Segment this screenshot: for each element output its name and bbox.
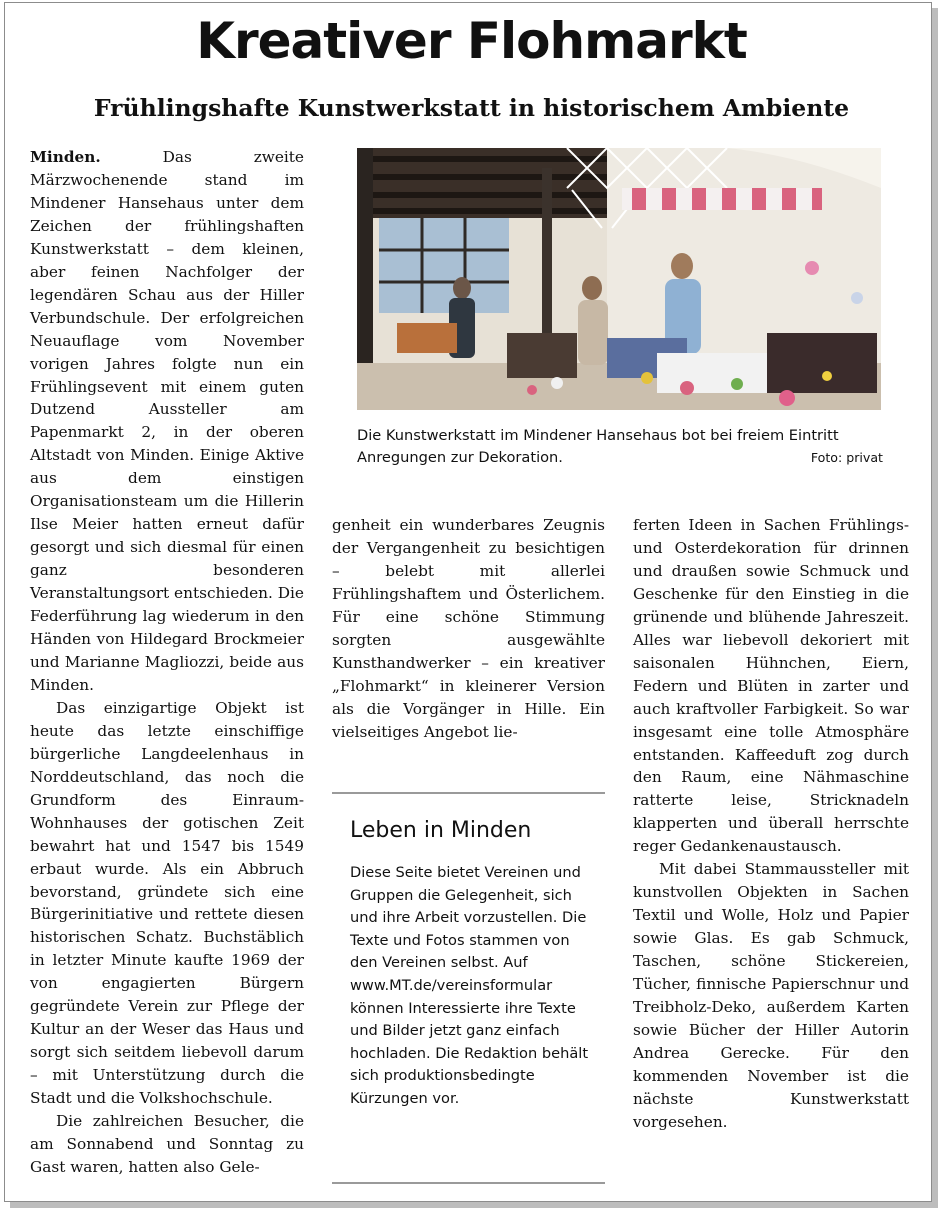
article-paragraph: Die zahlreichen Besucher, die am Sonnabend und Sonntag zu Gast waren, hatten also Gele- <box>30 1112 304 1176</box>
article-paragraph: genheit ein wunderbares Zeugnis der Vergangenheit zu besichtigen – belebt mit allerlei Frühlingshaftem und Österlichem. Für eine schöne Stimmung sorgten ausgewählte Kunsthandwerker – ein kreativer „Flohmarkt“ in kleinerer Version als die Vorgänger in Hille. Ein vielseitiges Angebot lie- <box>332 516 605 741</box>
photo-credit: Foto: privat <box>810 450 883 465</box>
article-column-2 <box>332 514 605 744</box>
article-paragraph: ferten Ideen in Sachen Frühlings- und Osterdekoration für drinnen und draußen sowie Schmuck und Geschenke für den Einstieg in die grünende und blühende Jahreszeit. Alles war liebevoll dekoriert mit saisonalen Hühnchen, Eiern, Federn und Blüten in zarter und auch kraftvoller Farbigkeit. So war insgesamt eine tolle Atmosphäre entstanden. Kaffeeduft zog durch den Raum, eine Nähmaschine ratterte leise, Stricknadeln klapperten und überall herrschte reger Gedankenaustausch. <box>633 516 909 856</box>
info-box <box>332 792 605 1184</box>
article-paragraph: Das einzigartige Objekt ist heute das letzte einschiffige bürgerliche Langdeelenhaus in Norddeutschland, das noch die Grundform des Einraum-Wohnhauses der gotischen Zeit bewahrt hat und 1547 bis 1549 erbaut wurde. Als ein Abbruch bevorstand, gründete sich eine Bürgerinitiative und rettete diesen historischen Schatz. Buchstäblich in letzter Minute kaufte 1969 der von engagierten Bürgern gegründete Verein zur Pflege der Kultur an der Weser das Haus und sorgt sich seitdem liebevoll darum – mit Unterstützung durch die Stadt und die Volkshochschule. <box>30 698 304 1108</box>
caption-text: Die Kunstwerkstatt im Mindener Hansehaus bot bei freiem Eintritt Anregungen zur Dekoration. <box>357 427 839 466</box>
photo-caption <box>357 425 883 469</box>
info-box-text: Diese Seite bietet Vereinen und Gruppen die Gelegenheit, sich und ihre Arbeit vorzustellen. Die Texte und Fotos stammen von den Vereinen selbst. Auf www.MT.de/vereinsformular können Interessierte ihre Texte und Bilder jetzt ganz einfach hochladen. Die Redaktion behält sich produktionsbedingte Kürzungen vor. <box>350 864 589 1107</box>
article-paragraph: Minden. Das zweite Märzwochenende stand im Mindener Hansehaus unter dem Zeichen der frühlingshaften Kunstwerkstatt – dem kleinen, aber feinen Nachfolger der legendären Schau aus der Hiller Verbundschule. Der erfolgreichen Neuauflage vom November vorigen Jahres folgte nun ein Frühlingsevent mit einem guten Dutzend Aussteller am Papenmarkt 2, in der oberen Altstadt von Minden. Einige Aktive aus dem einstigen Organisationsteam um die Hillerin Ilse Meier hatten erneut dafür gesorgt und sich diesmal für einen ganz besonderen Veranstaltungsort entschieden. Die Federführung lag wiederum in den Händen von Hildegard Brockmeier und Marianne Magliozzi, beide aus Minden. <box>30 148 304 694</box>
hansehaus-interior-image <box>357 148 881 410</box>
article-column-1 <box>30 146 304 1179</box>
subheadline: Frühlingshafte Kunstwerkstatt in historischem Ambiente <box>93 94 850 122</box>
info-box-title: Leben in Minden <box>350 818 532 843</box>
headline: Kreativer Flohmarkt <box>196 12 747 70</box>
article-photo <box>357 148 881 410</box>
dateline: Minden. <box>30 148 101 166</box>
article-paragraph: Mit dabei Stammaussteller mit kunstvollen Objekten in Sachen Textil und Wolle, Holz und Papier sowie Glas. Es gab Schmuck, Taschen, schöne Stickereien, Tücher, finnische Papierschnur und Treibholz-Deko, außerdem Karten sowie Bücher der Hiller Autorin Andrea Gerecke. Für den kommenden November ist die nächste Kunstwerkstatt vorgesehen. <box>633 860 909 1131</box>
article-column-3 <box>633 514 909 1134</box>
